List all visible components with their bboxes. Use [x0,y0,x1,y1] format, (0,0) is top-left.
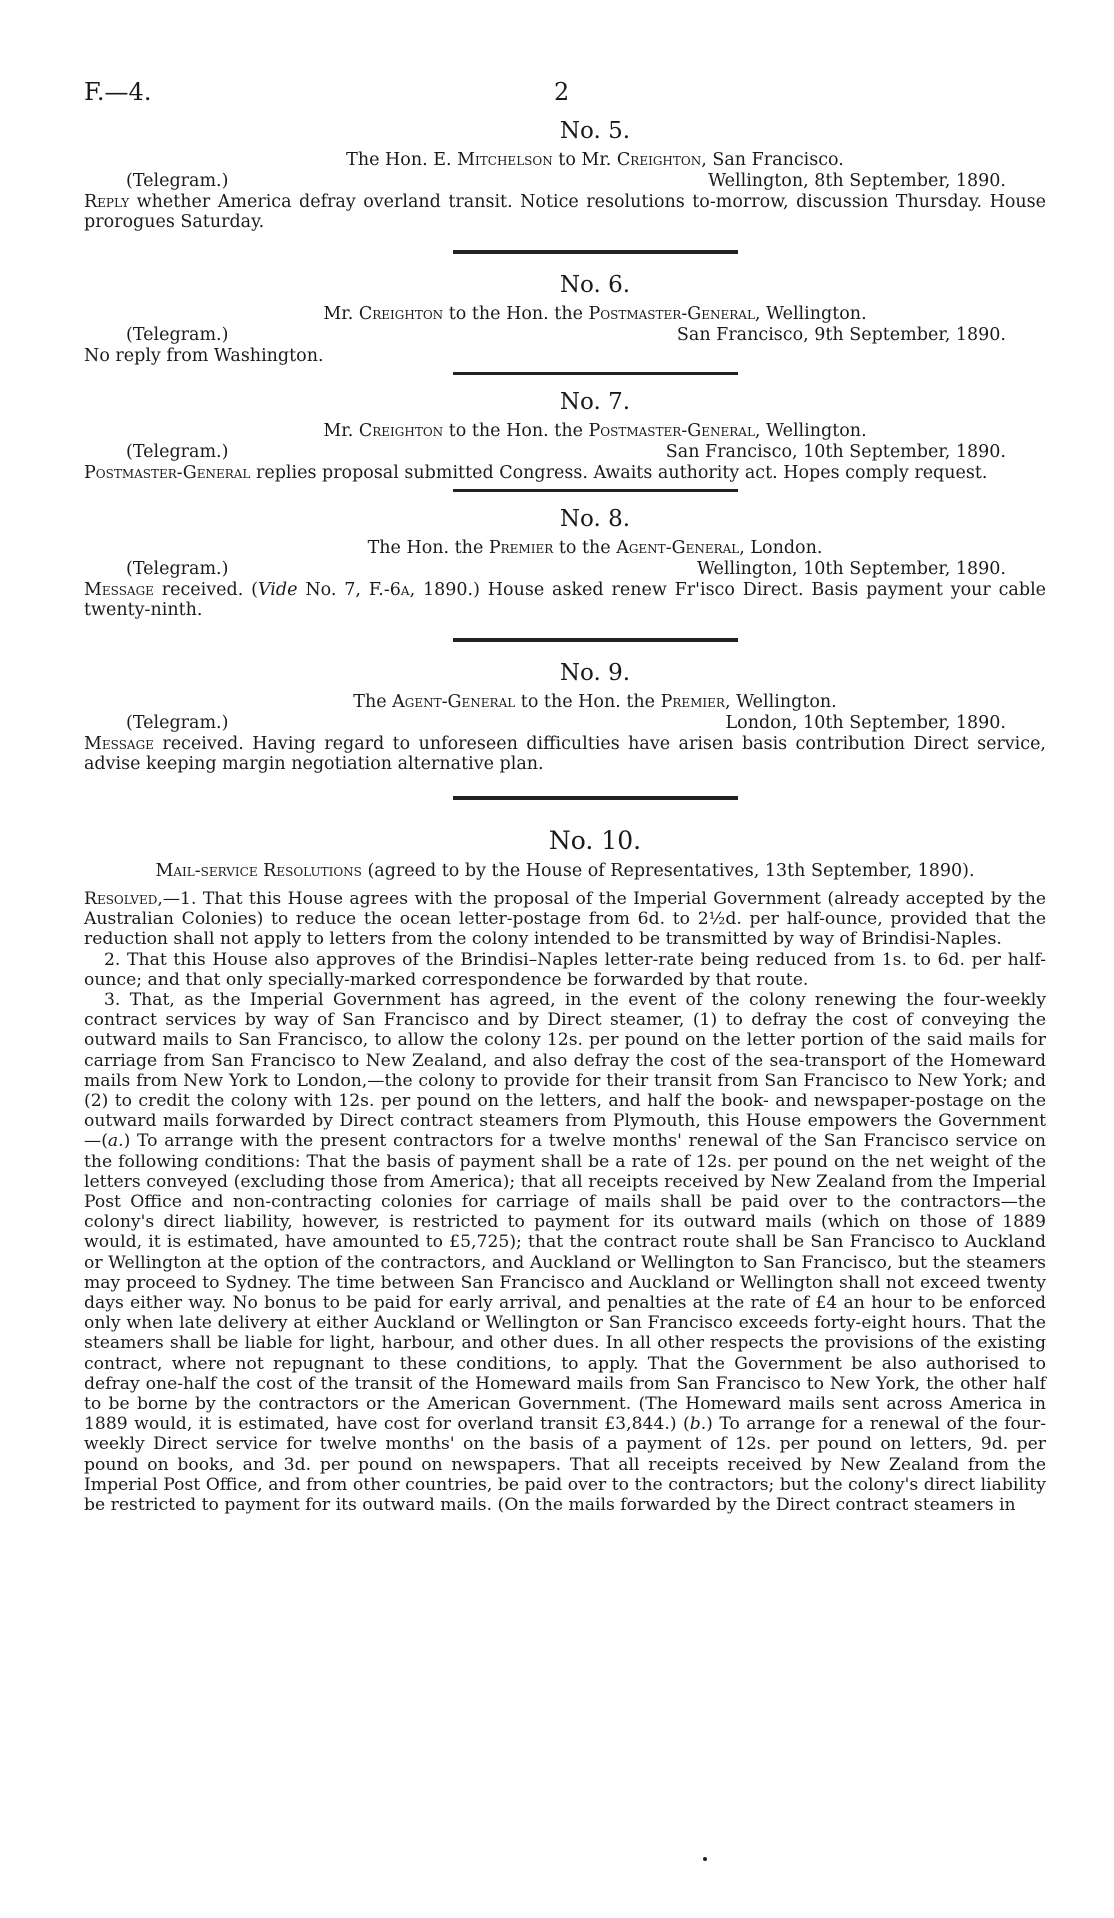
telegram-no-6 [84,272,1046,366]
address-line: The Agent-General to the Hon. the Premier, Wellington. [353,692,837,712]
resolution-2: 2. That this House also approves of the Brindisi–Naples letter-rate being reduced from 1s. to 6d. per half-ounce; and that only specially-marked correspondence be forwarded by that route. [84,949,1046,990]
resolution-1: Resolved,—1. That this House agrees with the proposal of the Imperial Government (already accepted by the Australian Colonies) to reduce the ocean letter-postage from 6d. to 2½d. per half-ounce, provided that the reduction shall not apply to letters from the colony intended to be transmitted by way of Brindisi-Naples. [84,889,1046,950]
place-date: Wellington, 8th September, 1890. [708,171,1006,191]
telegram-no-9 [84,660,1046,774]
page-number: 2 [554,78,570,106]
section-divider [453,796,738,800]
telegram-label: (Telegram.) [126,442,229,462]
resolutions-title: Mail-service Resolutions (agreed to by the House of Representatives, 13th September, 1890). [155,861,975,881]
section-divider [453,489,738,492]
telegram-body: Message received. Having regard to unforeseen difficulties have arisen basis contribution Direct service, advise keeping margin negotiation alternative plan. [84,734,1046,774]
section-number: No. 7. [559,389,631,415]
resolutions-no-10 [84,826,1046,1515]
telegram-dateline [84,558,1046,580]
telegram-body: No reply from Washington. [84,346,324,366]
place-date: San Francisco, 10th September, 1890. [665,442,1006,462]
telegram-dateline [84,324,1046,346]
section-number: No. 9. [559,660,631,686]
section-number: No. 5. [559,118,631,144]
section-divider [453,372,738,375]
section-number: No. 6. [559,272,631,298]
telegram-body: Message received. (Vide No. 7, F.-6a, 1890.) House asked renew Fr'isco Direct. Basis payment your cable twenty-ninth. [84,580,1047,620]
ink-dot [703,1857,707,1861]
telegram-no-5 [84,118,1046,232]
telegram-dateline [84,712,1046,734]
telegram-no-7 [84,389,1046,483]
section-divider [453,638,738,642]
address-line: Mr. Creighton to the Hon. the Postmaster-General, Wellington. [323,421,867,441]
telegram-body: Reply whether America defray overland transit. Notice resolutions to-morrow, discussion Thursday. House prorogues Saturday. [84,192,1046,232]
telegram-body: Postmaster-General replies proposal submitted Congress. Awaits authority act. Hopes comply request. [84,463,988,483]
address-line: Mr. Creighton to the Hon. the Postmaster-General, Wellington. [323,304,867,324]
telegram-dateline [84,441,1046,463]
address-line: The Hon. the Premier to the Agent-General, London. [367,538,823,558]
document-reference: F.—4. [84,78,152,106]
telegram-label: (Telegram.) [126,559,229,579]
telegram-label: (Telegram.) [126,171,229,191]
place-date: Wellington, 10th September, 1890. [696,559,1006,579]
section-number: No. 8. [559,506,631,532]
telegram-label: (Telegram.) [126,325,229,345]
telegram-label: (Telegram.) [126,713,229,733]
document-page [84,78,1046,1515]
telegram-no-8 [84,506,1046,620]
place-date: San Francisco, 9th September, 1890. [676,325,1006,345]
place-date: London, 10th September, 1890. [725,713,1006,733]
section-divider [453,250,738,254]
resolution-3: 3. That, as the Imperial Government has agreed, in the event of the colony renewing the four-weekly contract services by way of San Francisco and by Direct steamer, (1) to defray the cost of conveying the outward mails to San Francisco, to allow the colony 12s. per pound on the letter portion of the said mails for carriage from San Francisco to New Zealand, and also defray the cost of the sea-transport of the Homeward mails from New York to London,—the colony to provide for their transit from San Francisco to New York; and (2) to credit the colony with 12s. per pound on the letters, and half the book- and newspaper-postage on the outward mails forwarded by Direct contract steamers from Plymouth, this House empowers the Government—(a.) To arrange with the present contractors for a twelve months' renewal of the San Francisco service on the following conditions: That the basis of payment shall be a rate of 12s. per pound on the net weight of the letters conveyed (excluding those from America); that all receipts received by New Zealand from the Imperial Post Office and non-contracting colonies for carriage of mails shall be paid over to the contractors—the colony's direct liability, however, is restricted to payment for its outward mails (which on those of 1889 would, it is estimated, have amounted to £5,725); that the contract route shall be San Francisco to Auckland or Wellington at the option of the contractors, and Auckland or Wellington to San Francisco, but the steamers may proceed to Sydney. The time between San Francisco and Auckland or Wellington shall not exceed twenty days either way. No bonus to be paid for early arrival, and penalties at the rate of £4 an hour to be enforced only when late delivery at either Auckland or Wellington or San Francisco exceeds forty-eight hours. That the steamers shall be liable for light, harbour, and other dues. In all other respects the provisions of the existing contract, where not repugnant to these conditions, to apply. That the Government be also authorised to defray one-half the cost of the transit of the Homeward mails from San Francisco to New York, the other half to be borne by the contractors or the American Government. (The Homeward mails sent across America in 1889 would, it is estimated, have cost for overland transit £3,844.) (b.) To arrange for a renewal of the four-weekly Direct service for twelve months' on the basis of a payment of 12s. per pound on letters, 9d. per pound on books, and 3d. per pound on newspapers. That all receipts received by New Zealand from the Imperial Post Office, and from other countries, be paid over to the contractors; but the colony's direct liability be restricted to payment for its outward mails. (On the mails forwarded by the Direct contract steamers in [84,990,1046,1516]
telegram-dateline [84,170,1046,192]
section-number: No. 10. [548,826,642,855]
page-header [84,78,1046,118]
address-line: The Hon. E. Mitchelson to Mr. Creighton, San Francisco. [346,150,844,170]
